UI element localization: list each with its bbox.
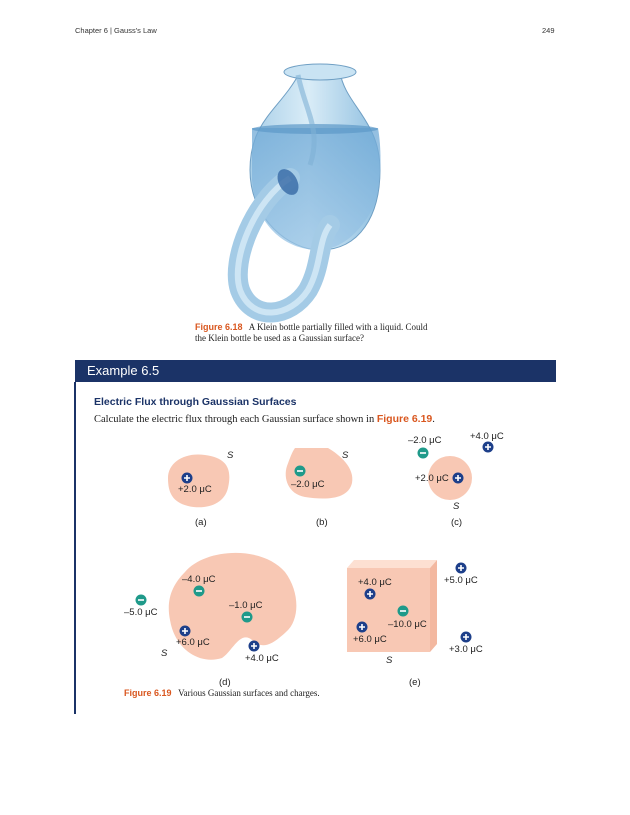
charge-label: –5.0 μC	[124, 607, 158, 618]
figure-6-19-label: Figure 6.19	[124, 688, 172, 698]
plus-charge-icon	[182, 473, 193, 484]
charge-label: +2.0 μC	[415, 473, 449, 484]
minus-charge-icon	[136, 595, 147, 606]
minus-charge-icon	[398, 606, 409, 617]
plus-charge-icon	[456, 563, 467, 574]
charge-label: +2.0 μC	[178, 484, 212, 495]
minus-charge-icon	[242, 612, 253, 623]
example-section-title: Electric Flux through Gaussian Surfaces	[94, 396, 297, 408]
figure-6-18-label: Figure 6.18	[195, 322, 243, 332]
charge-label: +4.0 μC	[245, 653, 279, 664]
charge-label: +6.0 μC	[353, 634, 387, 645]
surface-e-side	[430, 560, 437, 652]
caption-line-1: A Klein bottle partially filled with a liquid. Could	[248, 322, 428, 332]
charge-label: –10.0 μC	[388, 619, 427, 630]
panel-label-a: (a)	[195, 517, 207, 528]
plus-charge-icon	[357, 622, 368, 633]
page-number: 249	[542, 26, 555, 35]
plus-charge-icon	[461, 632, 472, 643]
plus-charge-icon	[180, 626, 191, 637]
figure-6-19-link[interactable]: Figure 6.19	[376, 413, 433, 425]
charge-label: –4.0 μC	[182, 574, 216, 585]
example-title-bar: Example 6.5	[75, 360, 556, 382]
plus-charge-icon	[453, 473, 464, 484]
surface-a	[168, 454, 229, 507]
plus-charge-icon	[365, 589, 376, 600]
minus-charge-icon	[418, 448, 429, 459]
figure-6-19-caption-text: Various Gaussian surfaces and charges.	[178, 688, 320, 698]
charge-label: +4.0 μC	[358, 577, 392, 588]
surface-label-e: S	[386, 655, 393, 666]
panel-label-b: (b)	[316, 517, 328, 528]
charge-label: +5.0 μC	[444, 575, 478, 586]
charge-label: +6.0 μC	[176, 637, 210, 648]
panel-label-e: (e)	[409, 677, 421, 688]
figure-6-19-caption	[124, 688, 320, 699]
plus-charge-icon	[249, 641, 260, 652]
minus-charge-icon	[194, 586, 205, 597]
panel-label-c: (c)	[451, 517, 463, 528]
body-text-before: Calculate the electric flux through each Gaussian surface shown in	[94, 414, 377, 425]
surface-label-d: S	[161, 648, 168, 659]
body-text-after: .	[432, 414, 435, 425]
charge-label: –2.0 μC	[408, 435, 442, 446]
chapter-header: Chapter 6 | Gauss's Law	[75, 26, 157, 35]
plus-charge-icon	[483, 442, 494, 453]
surface-label-a: S	[227, 450, 234, 461]
charge-label: +3.0 μC	[449, 644, 483, 655]
charge-label: –2.0 μC	[291, 479, 325, 490]
charge-label: –1.0 μC	[229, 600, 263, 611]
panel-label-d: (d)	[219, 677, 231, 688]
surface-e-top	[347, 560, 437, 568]
charge-label: +4.0 μC	[470, 431, 504, 442]
minus-charge-icon	[295, 466, 306, 477]
surface-label-c: S	[453, 501, 460, 512]
surface-label-b: S	[342, 450, 349, 461]
caption-line-2: the Klein bottle be used as a Gaussian surface?	[195, 333, 364, 343]
